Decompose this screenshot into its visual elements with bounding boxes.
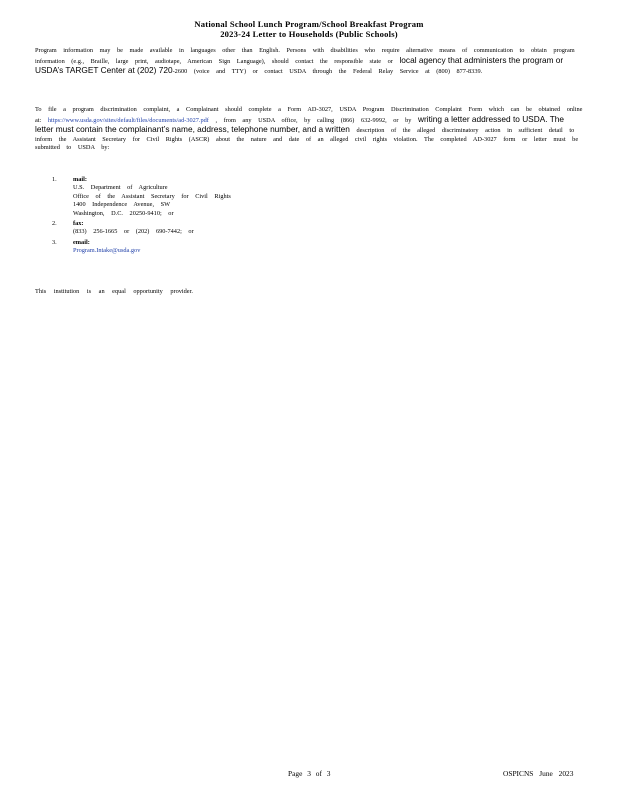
language-access-text-end: -2600 (voice and TTY) or contact USDA through the Federal Relay Service at (800) 877-8339. — [172, 68, 483, 76]
ad-3027-form-link[interactable]: https://www.usda.gov/sites/default/files/documents/ad-3027.pdf — [47, 116, 209, 124]
mail-address-line-4: Washington, D.C. 20250-9410; or — [73, 209, 174, 217]
document-subtitle: 2023-24 Letter to Households (Public Schools) — [220, 29, 398, 39]
complaint-text-end: description of the alleged discriminatory action in sufficient detail to inform the Assistant Secretary for Civil Rights (ASCR) about the nature and date of an alleged civil rights violation. The completed AD-3027 form or letter must be submitted to USDA by: — [35, 127, 579, 152]
mail-label: mail: — [73, 176, 87, 183]
fax-label: fax: — [73, 220, 84, 228]
list-item-mail — [52, 176, 231, 218]
complaint-text-large: writing a letter addressed to USDA. The letter must contain the complainant’s name, address, telephone number, and a written — [35, 113, 565, 135]
fax-numbers: (833) 256-1665 or (202) 690-7442; or — [73, 228, 194, 236]
language-access-paragraph — [35, 47, 583, 77]
list-number: 3. — [52, 238, 57, 246]
list-item-email — [52, 239, 231, 256]
mail-address-line-1: U.S. Department of Agriculture — [73, 184, 168, 192]
page-number: Page 3 of 3 — [288, 769, 331, 778]
complaint-text-intro: To file a program discrimination complaint, a Complainant should complete a Form AD-3027, USDA Program Discrimination Complaint Form which can be obtained online at: — [35, 106, 583, 124]
program-intake-email-link[interactable]: Program.Intake@usda.gov — [73, 247, 141, 255]
contact-methods-list — [52, 176, 231, 256]
document-title: National School Lunch Program/School Breakfast Program — [194, 19, 424, 29]
list-number: 1. — [52, 176, 57, 183]
language-access-text: Program information may be made available in languages other than English. Persons with disabilities who require alternative means of communication to obtain program information (e.g., Braille, large print, audiotape, American Sign Language), should contact the responsible state or — [35, 47, 575, 65]
list-number: 2. — [52, 220, 57, 228]
complaint-text-mid: , from any USDA office, by calling (866) 632-9992, or by — [215, 116, 412, 124]
language-access-text-large: local agency that administers the program or USDA’s TARGET Center at (202) 720 — [35, 54, 564, 76]
complaint-paragraph — [35, 106, 583, 153]
document-id-date: OSPICNS June 2023 — [503, 769, 574, 778]
equal-opportunity-statement: This institution is an equal opportunity provider. — [35, 288, 193, 295]
mail-address-line-3: 1400 Independence Avenue, SW — [73, 201, 171, 209]
email-label: email: — [73, 238, 90, 246]
list-item-fax — [52, 220, 231, 237]
mail-address-line-2: Office of the Assistant Secretary for Civil Rights — [73, 192, 231, 200]
